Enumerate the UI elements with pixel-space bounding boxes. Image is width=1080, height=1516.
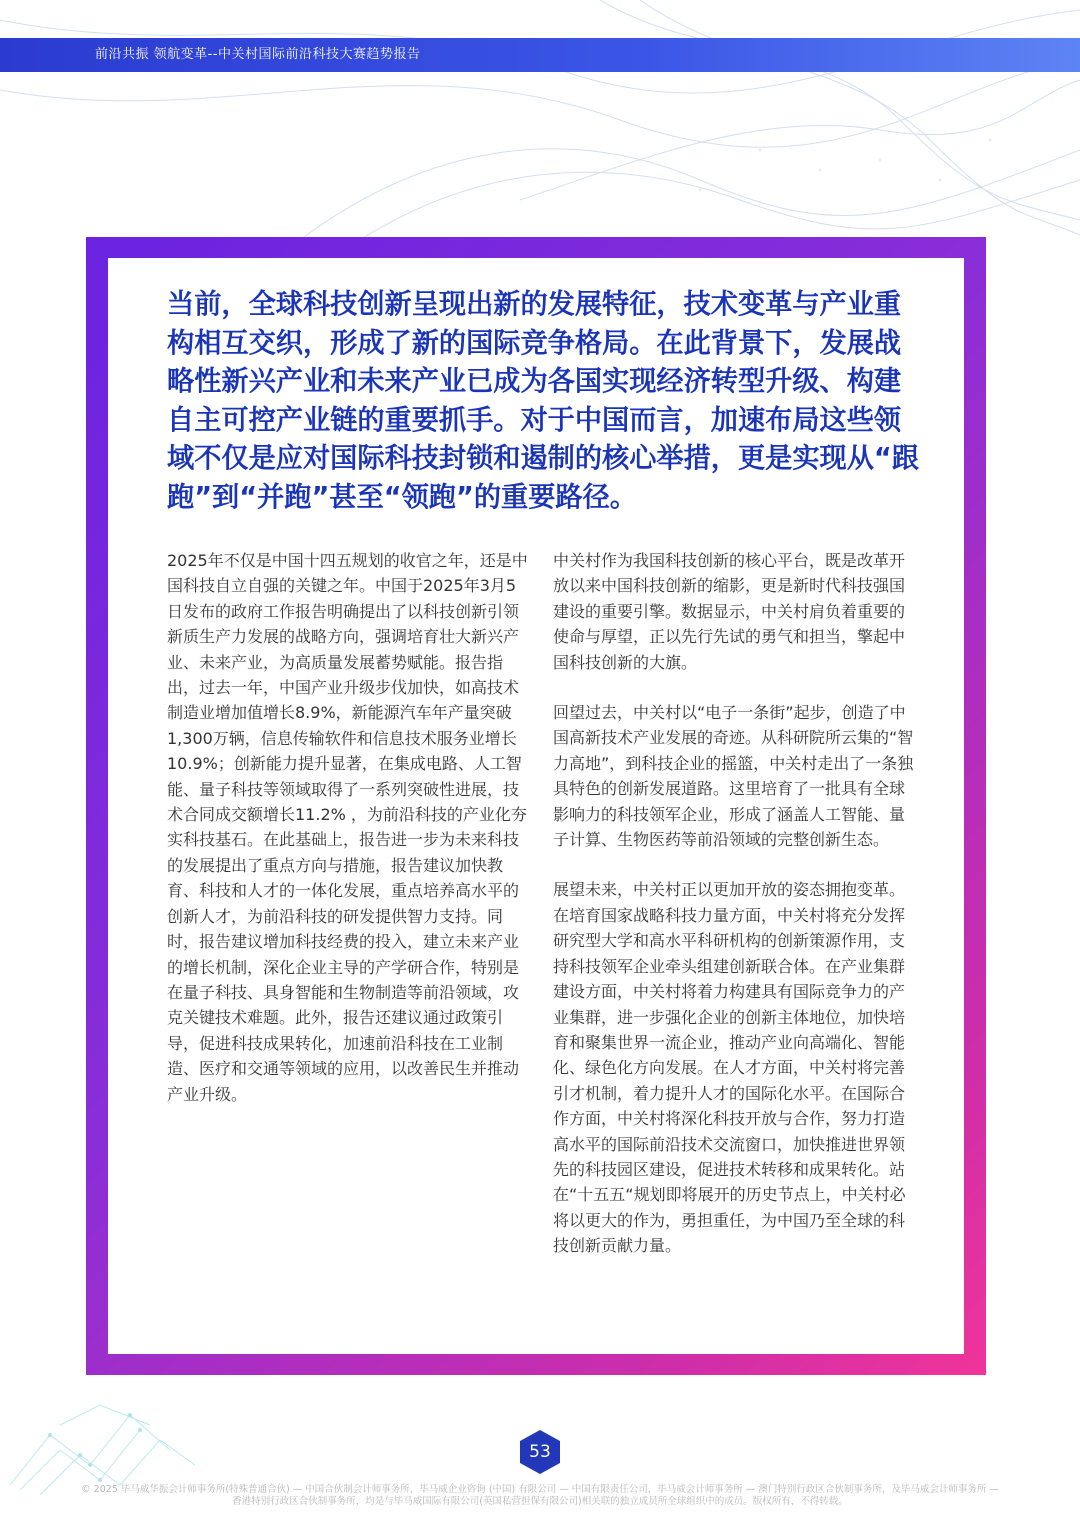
left-column bbox=[167, 548, 529, 1132]
header-title: 前沿共振 领航变革--中关村国际前沿科技大赛趋势报告 bbox=[95, 47, 421, 62]
lead-paragraph: 当前，全球科技创新呈现出新的发展特征，技术变革与产业重构相互交织，形成了新的国际竞争格局。在此背景下，发展战略性新兴产业和未来产业已成为各国实现经济转型升级、构建自主可控产业链的重要抓手。对于中国而言，加速布局这些领域不仅是应对国际科技封锁和遏制的核心举措，更是实现从“跟跑”到“并跑”甚至“领跑”的重要路径。 bbox=[167, 289, 919, 513]
right-paragraph-2: 回望过去，中关村以“电子一条街”起步，创造了中国高新技术产业发展的奇迹。从科研院所云集的“智力高地”，到科技企业的摇篮，中关村走出了一条独具特色的创新发展道路。这里培育了一批具有全球影响力的科技领军企业，形成了涵盖人工智能、量子计算、生物医药等前沿领域的完整创新生态。 bbox=[553, 703, 914, 850]
right-paragraph-1: 中关村作为我国科技创新的核心平台，既是改革开放以来中国科技创新的缩影，更是新时代科技强国建设的重要引擎。数据显示，中关村肩负着重要的使命与厚望，正以先行先试的勇气和担当，擎起中国科技创新的大旗。 bbox=[553, 551, 906, 672]
footer-line-1: © 2025 毕马威华振会计师事务所(特殊普通合伙) — 中国合伙制会计师事务所，毕马威企业咨询 (中国) 有限公司 — 中国有限责任公司，毕马威会计师事务所 — 澳门特别行政区合伙制事务所，及毕马威会计师事务所 — bbox=[81, 1484, 999, 1495]
footer-line-2: 香港特别行政区合伙制事务所，均是与毕马威国际有限公司(英国私营担保有限公司)相关联的独立成员所全球组织中的成员。版权所有，不得转载。 bbox=[232, 1496, 848, 1507]
decorative-network-lines bbox=[0, 1395, 200, 1495]
header-bar bbox=[0, 38, 1080, 72]
background-wave-pattern bbox=[0, 0, 1080, 240]
copyright-footer bbox=[30, 1484, 1050, 1508]
page-number: 53 bbox=[529, 1442, 551, 1462]
right-paragraph-3: 展望未来，中关村正以更加开放的姿态拥抱变革。在培育国家战略科技力量方面，中关村将充分发挥研究型大学和高水平科研机构的创新策源作用，支持科技领军企业牵头组建创新联合体。在产业集群建设方面，中关村将着力构建具有国际竞争力的产业集群，进一步强化企业的创新主体地位，加快培育和聚集世界一流企业，推动产业向高端化、智能化、绿色化方向发展。在人才方面，中关村将完善引才机制，着力提升人才的国际化水平。在国际合作方面，中关村将深化科技开放与合作，努力打造高水平的国际前沿技术交流窗口，加快推进世界领先的科技园区建设，促进技术转移和成果转化。站在“十五五“规划即将展开的历史节点上，中关村必将以更大的作为，勇担重任，为中国乃至全球的科技创新贡献力量。 bbox=[553, 880, 906, 1256]
right-column bbox=[553, 548, 915, 1284]
left-paragraph-1: 2025年不仅是中国十四五规划的收官之年，还是中国科技自立自强的关键之年。中国于2025年3月5日发布的政府工作报告明确提出了以科技创新引领新质生产力发展的战略方向，强调培育壮大新兴产业、未来产业，为高质量发展蓄势赋能。报告指出，过去一年，中国产业升级步伐加快，如高技术制造业增加值增长8.9%，新能源汽车年产量突破1,300万辆，信息传输软件和信息技术服务业增长10.9%；创新能力提升显著，在集成电路、人工智能、量子科技等领域取得了一系列突破性进展，技术合同成交额增长11.2% ，为前沿科技的产业化夯实科技基石。在此基础上，报告进一步为未来科技的发展提出了重点方向与措施，报告建议加快教育、科技和人才的一体化发展，重点培养高水平的创新人才，为前沿科技的研发提供智力支持。同时，报告建议增加科技经费的投入，建立未来产业的增长机制，深化企业主导的产学研合作，特别是在量子科技、具身智能和生物制造等前沿领域，攻克关键技术难题。此外，报告还建议通过政策引导，促进科技成果转化，加速前沿科技在工业制造、医疗和交通等领域的应用，以改善民生并推动产业升级。 bbox=[167, 551, 528, 1104]
